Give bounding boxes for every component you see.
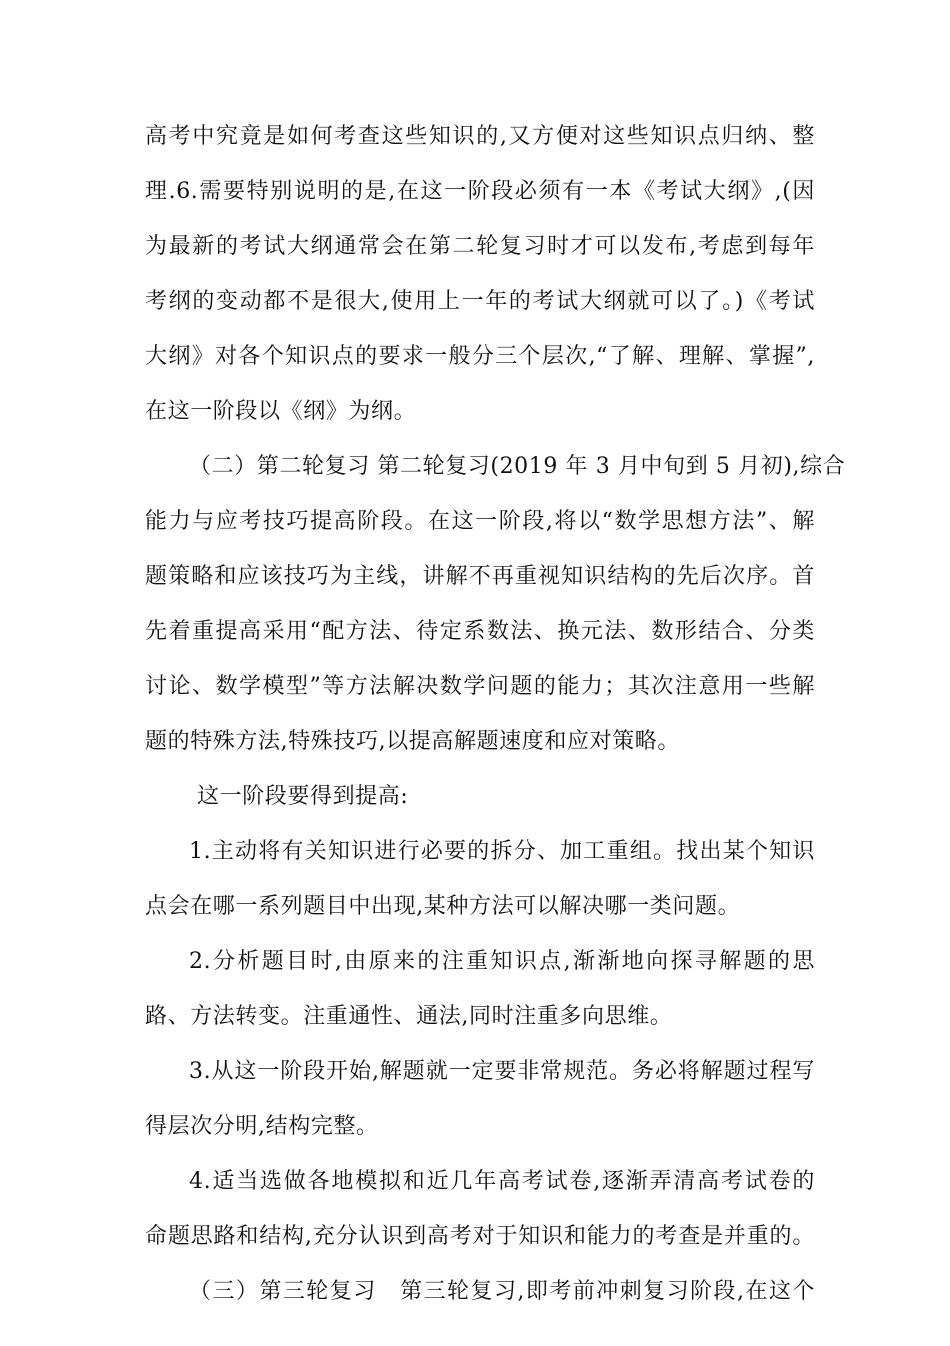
list-item-1: 1.主动将有关知识进行必要的拆分、加工重组。找出某个知识: [189, 839, 815, 864]
section-heading-second-round: （二）第二轮复习 第二轮复习(2019 年 3 月中旬到 5 月初),综合: [189, 454, 846, 479]
text-line-1: 高考中究竟是如何考查这些知识的,又方便对这些知识点归纳、整: [145, 124, 815, 149]
text-line-6: 在这一阶段以《纲》为纲。: [145, 399, 417, 424]
section-heading-third-round: （三）第三轮复习 第三轮复习,即考前冲刺复习阶段,在这个: [189, 1279, 815, 1304]
list-item-1-cont: 点会在哪一系列题目中出现,某种方法可以解决哪一类问题。: [145, 894, 741, 919]
list-item-2: 2.分析题目时,由原来的注重知识点,渐渐地向探寻解题的思: [189, 949, 815, 974]
text-line-2: 理.6.需要特别说明的是,在这一阶段必须有一本《考试大纲》,(因: [145, 179, 815, 204]
list-item-4-cont: 命题思路和结构,充分认识到高考对于知识和能力的考查是并重的。: [145, 1224, 815, 1249]
text-line-3: 为最新的考试大纲通常会在第二轮复习时才可以发布,考虑到每年: [145, 234, 815, 259]
list-item-4: 4.适当选做各地模拟和近几年高考试卷,逐渐弄清高考试卷的: [189, 1169, 815, 1194]
text-line-5: 大纲》对各个知识点的要求一般分三个层次,“了解、理解、掌握”,: [145, 344, 815, 369]
subheading-improve: 这一阶段要得到提高:: [197, 784, 409, 809]
text-line-4: 考纲的变动都不是很大,使用上一年的考试大纲就可以了。)《考试: [145, 289, 815, 314]
list-item-3: 3.从这一阶段开始,解题就一定要非常规范。务必将解题过程写: [189, 1059, 815, 1084]
list-item-2-cont: 路、方法转变。注重通性、通法,同时注重多向思维。: [145, 1004, 673, 1029]
text-line-10: 先着重提高采用“配方法、待定系数法、换元法、数形结合、分类: [145, 619, 815, 644]
text-line-8: 能力与应考技巧提高阶段。在这一阶段,将以“数学思想方法”、解: [145, 509, 815, 534]
text-line-11: 讨论、数学模型”等方法解决数学问题的能力；其次注意用一些解: [145, 674, 815, 699]
text-line-12: 题的特殊方法,特殊技巧,以提高解题速度和应对策略。: [145, 729, 680, 754]
list-item-3-cont: 得层次分明,结构完整。: [145, 1114, 379, 1139]
text-line-9: 题策略和应该技巧为主线，讲解不再重视知识结构的先后次序。首: [145, 564, 815, 589]
